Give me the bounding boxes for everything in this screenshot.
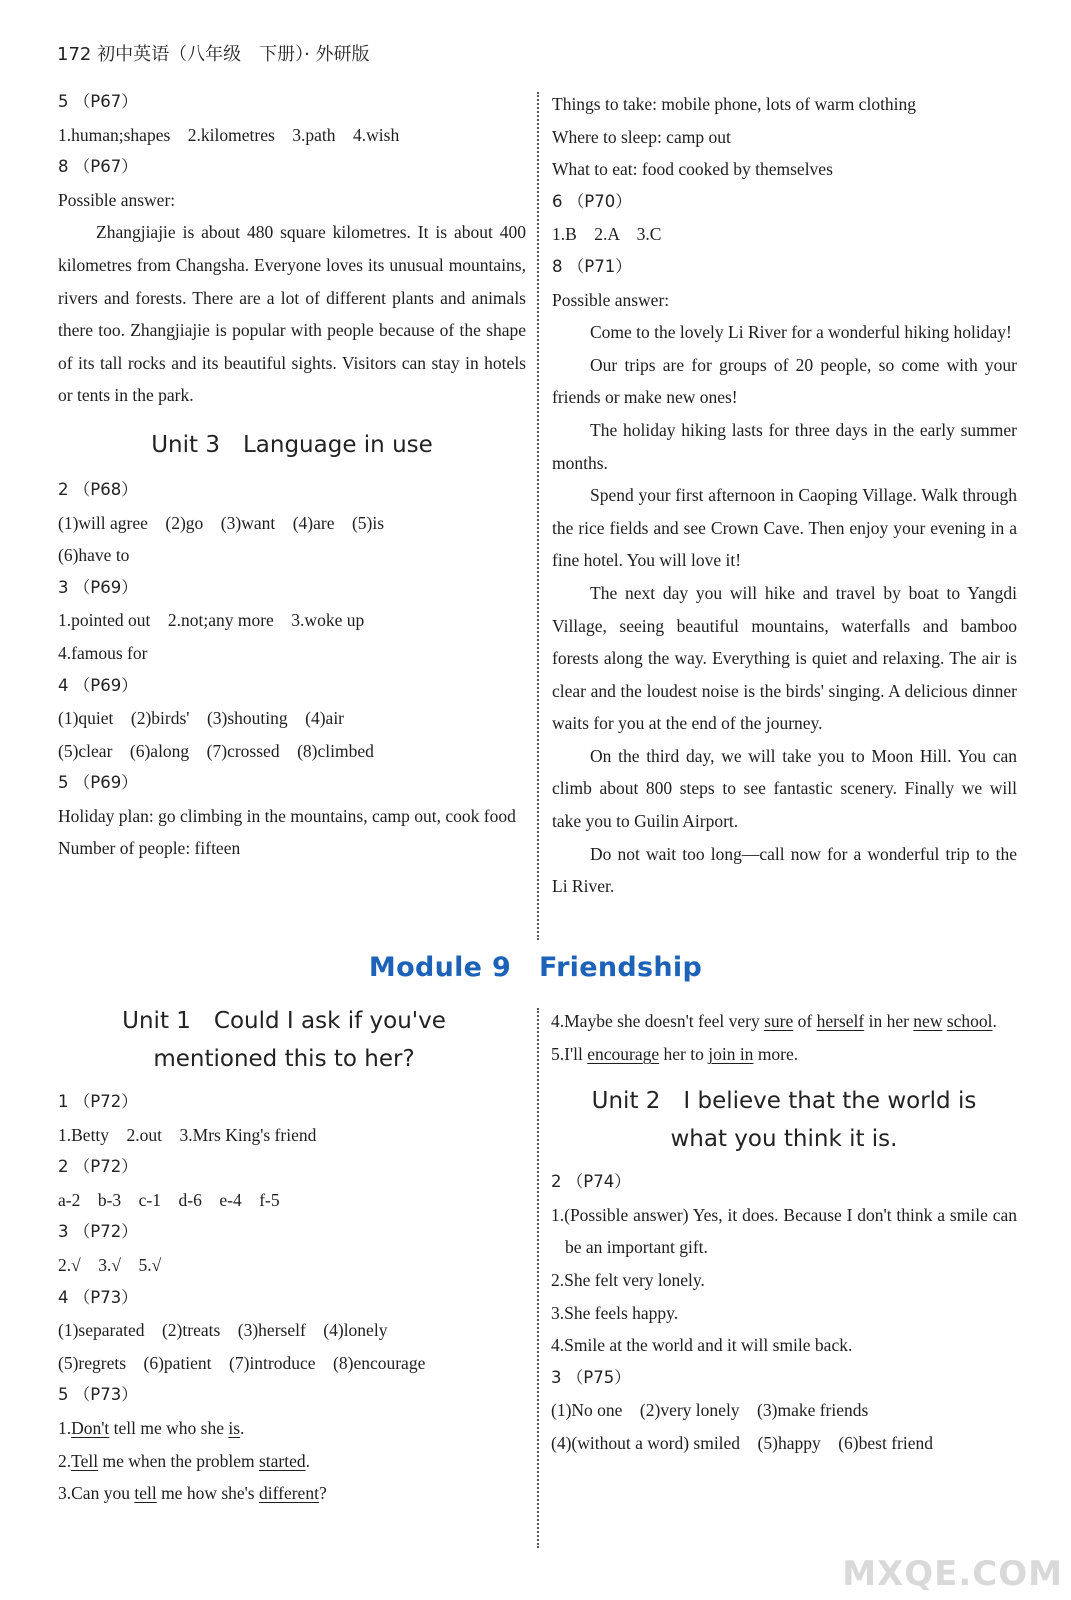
answer-line: What to eat: food cooked by themselves	[552, 159, 833, 180]
exercise-number: 2 （P72）	[58, 1157, 138, 1177]
answer-line: (6)have to	[58, 545, 130, 566]
exercise-number: 5 （P67）	[58, 92, 138, 111]
paragraph: Do not wait too long—call now for a wonderful trip to the Li River.	[552, 843, 1017, 897]
paragraph: Come to the lovely Li River for a wonderful hiking holiday!	[590, 322, 1012, 343]
unit-2-heading-line2: what you think it is.	[670, 1126, 898, 1153]
exercise-number: 8 （P71）	[552, 256, 632, 276]
paragraph: Spend your first afternoon in Caoping Village. Walk through the rice fields and see Crown Cave. Then enjoy your evening in a fine hotel. You will love it!	[552, 485, 1017, 571]
answer-line: Where to sleep: camp out	[552, 126, 731, 147]
exercise-number: 3 （P69）	[58, 577, 138, 597]
exercise-number: 2 （P68）	[58, 479, 138, 499]
module-number: Module 9	[368, 952, 512, 983]
unit-3-heading: Unit 3 Language in use	[151, 431, 433, 458]
paragraph: The next day you will hike and travel by boat to Yangdi Village, seeing beautiful mountains, waterfalls and bamboo forests along the way. Everything is quiet and relaxing. The air is clear and the loudest noise is the birds' singing. A delicious dinner waits for you at the end of the journey.	[552, 582, 1017, 734]
answer-line: (1)will agree (2)go (3)want (4)are (5)is	[58, 512, 385, 533]
exercise-number: 8 （P67）	[58, 157, 138, 177]
answer-line: 1.(Possible answer) Yes, it does. Because I don't think a smile can be an important gift.	[551, 1204, 1017, 1258]
exercise-number: 3 （P72）	[58, 1222, 138, 1242]
paragraph: On the third day, we will take you to Moon Hill. You can climb about 800 steps to see fantastic scenery. Finally we will take you to Guilin Airport.	[552, 745, 1017, 832]
answer-line: (4)(without a word) smiled (5)happy (6)best friend	[551, 1432, 933, 1453]
answer-line: 2.She felt very lonely.	[551, 1269, 705, 1290]
answer-line: (1)quiet (2)birds' (3)shouting (4)air	[58, 708, 345, 729]
answer-line: 4.Smile at the world and it will smile back.	[551, 1335, 853, 1356]
answer-line: 1.human;shapes 2.kilometres 3.path 4.wish	[58, 124, 400, 145]
answer-line: Things to take: mobile phone, lots of warm clothing	[552, 94, 917, 114]
answer-sentence-2: 2.Tell me when the problem started.	[58, 1450, 310, 1471]
exercise-number: 5 （P73）	[58, 1385, 138, 1405]
unit-2-heading	[551, 1082, 1017, 1158]
unit-2-heading-line1: Unit 2 I believe that the world is	[591, 1088, 977, 1115]
answer-sentence-4: 4.Maybe she doesn't feel very sure of herself in her new school.	[551, 1011, 997, 1031]
answer-line: Possible answer:	[552, 289, 670, 310]
column-bottom-left	[58, 1008, 510, 1510]
answer-line: 1.Betty 2.out 3.Mrs King's friend	[58, 1124, 317, 1145]
answer-line: Number of people: fifteen	[58, 838, 241, 859]
answer-line: 4.famous for	[58, 642, 148, 663]
answer-sentence-1: 1.Don't tell me who she is.	[58, 1417, 245, 1438]
answer-line: a-2 b-3 c-1 d-6 e-4 f-5	[58, 1189, 280, 1210]
answer-line: Possible answer:	[58, 189, 176, 210]
exercise-number: 5 （P69）	[58, 773, 138, 793]
exercise-number: 2 （P74）	[551, 1172, 631, 1192]
paragraph: Our trips are for groups of 20 people, so come with your friends or make new ones!	[552, 354, 1017, 408]
answer-line: (5)regrets (6)patient (7)introduce (8)encourage	[58, 1352, 426, 1373]
answer-sentence-3: 3.Can you tell me how she's different?	[58, 1483, 327, 1504]
column-top-right	[552, 88, 1017, 903]
column-divider-top	[537, 92, 539, 940]
exercise-number: 4 （P69）	[58, 675, 138, 695]
answer-sentence-5: 5.I'll encourage her to join in more.	[551, 1043, 799, 1064]
answer-line: 1.pointed out 2.not;any more 3.woke up	[58, 610, 365, 631]
answer-line: 3.She feels happy.	[551, 1302, 679, 1323]
column-top-left	[58, 86, 526, 865]
answer-line: 2.√ 3.√ 5.√	[58, 1254, 162, 1275]
unit-1-heading	[58, 1002, 510, 1078]
paragraph: Zhangjiajie is about 480 square kilometres. It is about 400 kilometres from Changsha. Everyone loves its unusual mountains, rivers and forests. There are a lot of different plants and animals there too. Zhangjiajie is popular with people because of the shape of its tall rocks and its beautiful sights. Visitors can stay in hotels or tents in the park.	[58, 222, 526, 406]
exercise-number: 1 （P72）	[58, 1092, 138, 1111]
answer-line: 1.B 2.A 3.C	[552, 224, 662, 245]
unit-1-heading-line2: mentioned this to her?	[153, 1046, 415, 1072]
exercise-number: 6 （P70）	[552, 191, 632, 211]
watermark-logo: MXQE.COM	[842, 1554, 1063, 1594]
answer-line: (1)separated (2)treats (3)herself (4)lonely	[58, 1320, 388, 1341]
answer-line: (1)No one (2)very lonely (3)make friends	[551, 1400, 869, 1421]
unit-1-heading-line1: Unit 1 Could I ask if you've	[122, 1008, 446, 1034]
module-title	[0, 952, 1071, 983]
exercise-number: 3 （P75）	[551, 1367, 631, 1387]
column-divider-bottom	[537, 1008, 539, 1548]
answer-line: (5)clear (6)along (7)crossed (8)climbed	[58, 740, 374, 761]
paragraph: The holiday hiking lasts for three days in the early summer months.	[552, 419, 1017, 473]
column-bottom-right	[551, 1005, 1017, 1460]
module-name: Friendship	[539, 952, 703, 983]
exercise-number: 4 （P73）	[58, 1287, 138, 1307]
page-header: 172 初中英语（八年级 下册）· 外研版	[57, 44, 370, 65]
paragraph: Holiday plan: go climbing in the mountains, camp out, cook food	[58, 805, 516, 826]
